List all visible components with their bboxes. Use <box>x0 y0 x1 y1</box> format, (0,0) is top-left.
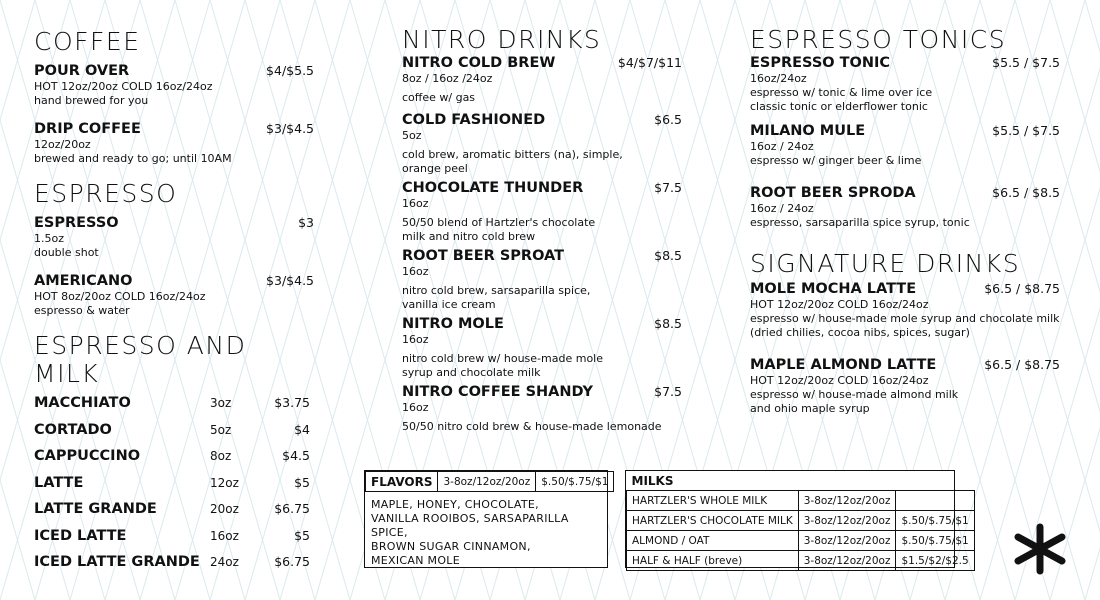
item-size: 16oz <box>402 197 429 210</box>
item-size: 16oz <box>210 528 239 543</box>
item-size: 8oz / 16oz /24oz <box>402 72 493 85</box>
item-desc: HOT 12oz/20oz COLD 16oz/24oz <box>34 80 213 93</box>
item-desc: orange peel <box>402 162 468 175</box>
menu-item <box>34 214 314 260</box>
flavors-title: FLAVORS <box>366 472 438 492</box>
item-price: $3/$4.5 <box>266 121 314 136</box>
flavor-line: BROWN SUGAR CINNAMON, <box>371 540 531 553</box>
item-name: ESPRESSO <box>34 215 119 231</box>
item-size: 24oz <box>210 555 239 569</box>
menu-item <box>402 383 682 434</box>
item-desc: espresso w/ ginger beer & lime <box>750 154 922 167</box>
item-name: ICED LATTE GRANDE <box>34 554 200 570</box>
milk-name: HARTZLER'S CHOCOLATE MILK <box>627 511 799 531</box>
item-size: HOT 12oz/20oz COLD 16oz/24oz <box>750 298 929 311</box>
item-desc: espresso w/ tonic & lime over ice <box>750 86 933 99</box>
menu-item <box>34 62 314 108</box>
item-size: 16oz / 24oz <box>750 140 814 153</box>
item-name: AMERICANO <box>34 273 133 289</box>
item-name: ROOT BEER SPROAT <box>402 248 564 264</box>
item-desc: nitro cold brew w/ house-made mole <box>402 352 603 365</box>
item-price: $6.5 / $8.5 <box>992 185 1060 200</box>
item-desc: vanilla ice cream <box>402 298 496 311</box>
menu-item <box>402 111 682 176</box>
espresso-milk-title: ESPRESSO AND MILK <box>34 331 247 388</box>
item-desc: 50/50 blend of Hartzler's chocolate <box>402 216 596 229</box>
item-size: HOT 12oz/20oz COLD 16oz/24oz <box>750 374 929 387</box>
menu-item <box>402 247 682 312</box>
item-name: ICED LATTE <box>34 527 127 544</box>
item-name: CHOCOLATE THUNDER <box>402 180 584 196</box>
milk-sizes: 3-8oz/12oz/20oz <box>798 511 896 531</box>
item-price: $3 <box>298 215 314 230</box>
menu-item <box>402 179 682 244</box>
milk-sizes: 3-8oz/12oz/20oz <box>798 551 896 571</box>
milk-name: HARTZLER'S WHOLE MILK <box>627 491 799 511</box>
milk-row <box>627 491 975 511</box>
menu-item <box>34 474 314 501</box>
item-price: $4/$7/$11 <box>617 55 682 70</box>
item-desc: HOT 8oz/20oz COLD 16oz/24oz <box>34 290 206 303</box>
item-desc: hand brewed for you <box>34 94 149 107</box>
item-name: MAPLE ALMOND LATTE <box>750 357 937 373</box>
item-desc: cold brew, aromatic bitters (na), simple, <box>402 148 623 161</box>
milk-name: HALF & HALF (breve) <box>627 551 799 571</box>
item-size: 8oz <box>210 449 232 463</box>
item-desc: (dried chilies, cocoa nibs, spices, sugar) <box>750 326 970 339</box>
item-size: 12oz <box>210 475 239 490</box>
milk-name: ALMOND / OAT <box>627 531 799 551</box>
item-price: $8.5 <box>654 316 682 331</box>
column-right <box>750 26 1060 416</box>
asterisk-logo-icon <box>1012 523 1068 575</box>
item-desc: classic tonic or elderflower tonic <box>750 100 928 113</box>
item-price: $7.5 <box>654 180 682 195</box>
item-size: 16oz <box>402 401 429 414</box>
item-desc: espresso, sarsaparilla spice syrup, tonic <box>750 216 970 229</box>
item-desc: 1.5oz <box>34 232 64 245</box>
milk-sizes: 3-8oz/12oz/20oz <box>798 531 896 551</box>
item-price: $3/$4.5 <box>266 273 314 288</box>
menu-item <box>34 447 314 474</box>
signature-title: SIGNATURE DRINKS <box>750 249 1021 278</box>
item-name: MILANO MULE <box>750 123 866 139</box>
item-name: CORTADO <box>34 421 112 438</box>
menu-item <box>34 500 314 527</box>
menu-item <box>750 54 1060 114</box>
flavors-price: $.50/$.75/$1 <box>536 472 614 492</box>
item-name: ROOT BEER SPRODA <box>750 185 916 201</box>
menu-item <box>34 272 314 318</box>
item-price: $8.5 <box>654 248 682 263</box>
item-price: $5.5 / $7.5 <box>992 123 1060 138</box>
flavor-line: MEXICAN MOLE <box>371 554 460 567</box>
milk-row <box>627 551 975 571</box>
espresso-title: ESPRESSO <box>34 179 178 208</box>
item-name: LATTE <box>34 474 84 491</box>
flavor-line: MAPLE, HONEY, CHOCOLATE, <box>371 498 539 511</box>
item-name: LATTE GRANDE <box>34 501 157 517</box>
item-desc: espresso w/ house-made mole syrup and chocolate milk <box>750 312 1060 325</box>
column-left <box>34 28 314 580</box>
item-name: DRIP COFFEE <box>34 121 141 137</box>
item-price: $6.5 <box>654 112 682 127</box>
item-name: NITRO MOLE <box>402 316 504 332</box>
item-name: COLD FASHIONED <box>402 112 546 128</box>
item-price: $5.5 / $7.5 <box>992 55 1060 70</box>
item-price: $5 <box>294 474 310 490</box>
item-desc: double shot <box>34 246 99 259</box>
item-name: MACCHIATO <box>34 395 131 411</box>
item-desc: espresso & water <box>34 304 130 317</box>
item-price: $4.5 <box>282 448 310 463</box>
column-middle <box>402 26 682 434</box>
menu-item <box>750 356 1060 416</box>
menu-item <box>34 394 314 421</box>
flavor-line: VANILLA ROOIBOS, SARSAPARILLA SPICE, <box>371 512 569 539</box>
item-price: $7.5 <box>654 384 682 399</box>
item-price: $6.75 <box>274 501 310 516</box>
menu-item <box>750 184 1060 230</box>
item-desc: milk and nitro cold brew <box>402 230 536 243</box>
item-size: 16oz <box>402 333 429 346</box>
milk-price: $.50/$.75/$1 <box>896 511 974 531</box>
item-price: $6.5 / $8.75 <box>984 281 1060 296</box>
menu-item <box>34 553 314 580</box>
menu-item <box>750 280 1060 340</box>
item-desc: brewed and ready to go; until 10AM <box>34 152 232 165</box>
item-size: 5oz <box>402 129 422 142</box>
item-size: 20oz <box>210 502 239 516</box>
menu-item <box>34 527 314 554</box>
flavors-sizes: 3-8oz/12oz/20oz <box>438 472 536 492</box>
item-desc: espresso w/ house-made almond milk <box>750 388 959 401</box>
item-desc: syrup and chocolate milk <box>402 366 541 379</box>
menu-item <box>402 315 682 380</box>
menu-item <box>750 122 1060 168</box>
item-name: NITRO COLD BREW <box>402 55 556 71</box>
milk-price: $.50/$.75/$1 <box>896 531 974 551</box>
milk-row <box>627 531 975 551</box>
milks-box <box>625 470 969 568</box>
menu-item <box>34 421 314 448</box>
item-desc: and ohio maple syrup <box>750 402 870 415</box>
nitro-title: NITRO DRINKS <box>402 25 602 54</box>
item-price: $6.75 <box>274 554 310 569</box>
item-size: 16oz / 24oz <box>750 202 814 215</box>
item-price: $4 <box>294 421 310 437</box>
item-price: $4/$5.5 <box>266 63 314 78</box>
item-name: MOLE MOCHA LATTE <box>750 281 917 297</box>
item-name: NITRO COFFEE SHANDY <box>402 384 594 400</box>
item-desc: 12oz/20oz <box>34 138 91 151</box>
item-size: 3oz <box>210 396 232 410</box>
menu-item <box>402 54 682 105</box>
coffee-title: COFFEE <box>34 27 141 56</box>
item-desc: nitro cold brew, sarsaparilla spice, <box>402 284 591 297</box>
milk-sizes: 3-8oz/12oz/20oz <box>798 491 896 511</box>
flavors-box <box>364 470 608 568</box>
item-price: $6.5 / $8.75 <box>984 357 1060 372</box>
item-name: POUR OVER <box>34 63 130 79</box>
flavors-list <box>365 492 607 574</box>
item-price: $5 <box>294 527 310 543</box>
tonics-title: ESPRESSO TONICS <box>750 25 1007 54</box>
milk-price <box>896 491 974 511</box>
item-desc: coffee w/ gas <box>402 91 476 104</box>
item-size: 16oz/24oz <box>750 72 807 85</box>
item-desc: 50/50 nitro cold brew & house-made lemonade <box>402 420 662 433</box>
item-name: ESPRESSO TONIC <box>750 55 891 71</box>
milk-row <box>627 511 975 531</box>
item-size: 16oz <box>402 265 429 278</box>
item-size: 5oz <box>210 422 232 437</box>
item-name: CAPPUCCINO <box>34 448 141 464</box>
item-price: $3.75 <box>274 395 310 410</box>
menu-item <box>34 120 314 166</box>
milk-price: $1.5/$2/$2.5 <box>896 551 974 571</box>
milks-title: MILKS <box>627 471 975 491</box>
